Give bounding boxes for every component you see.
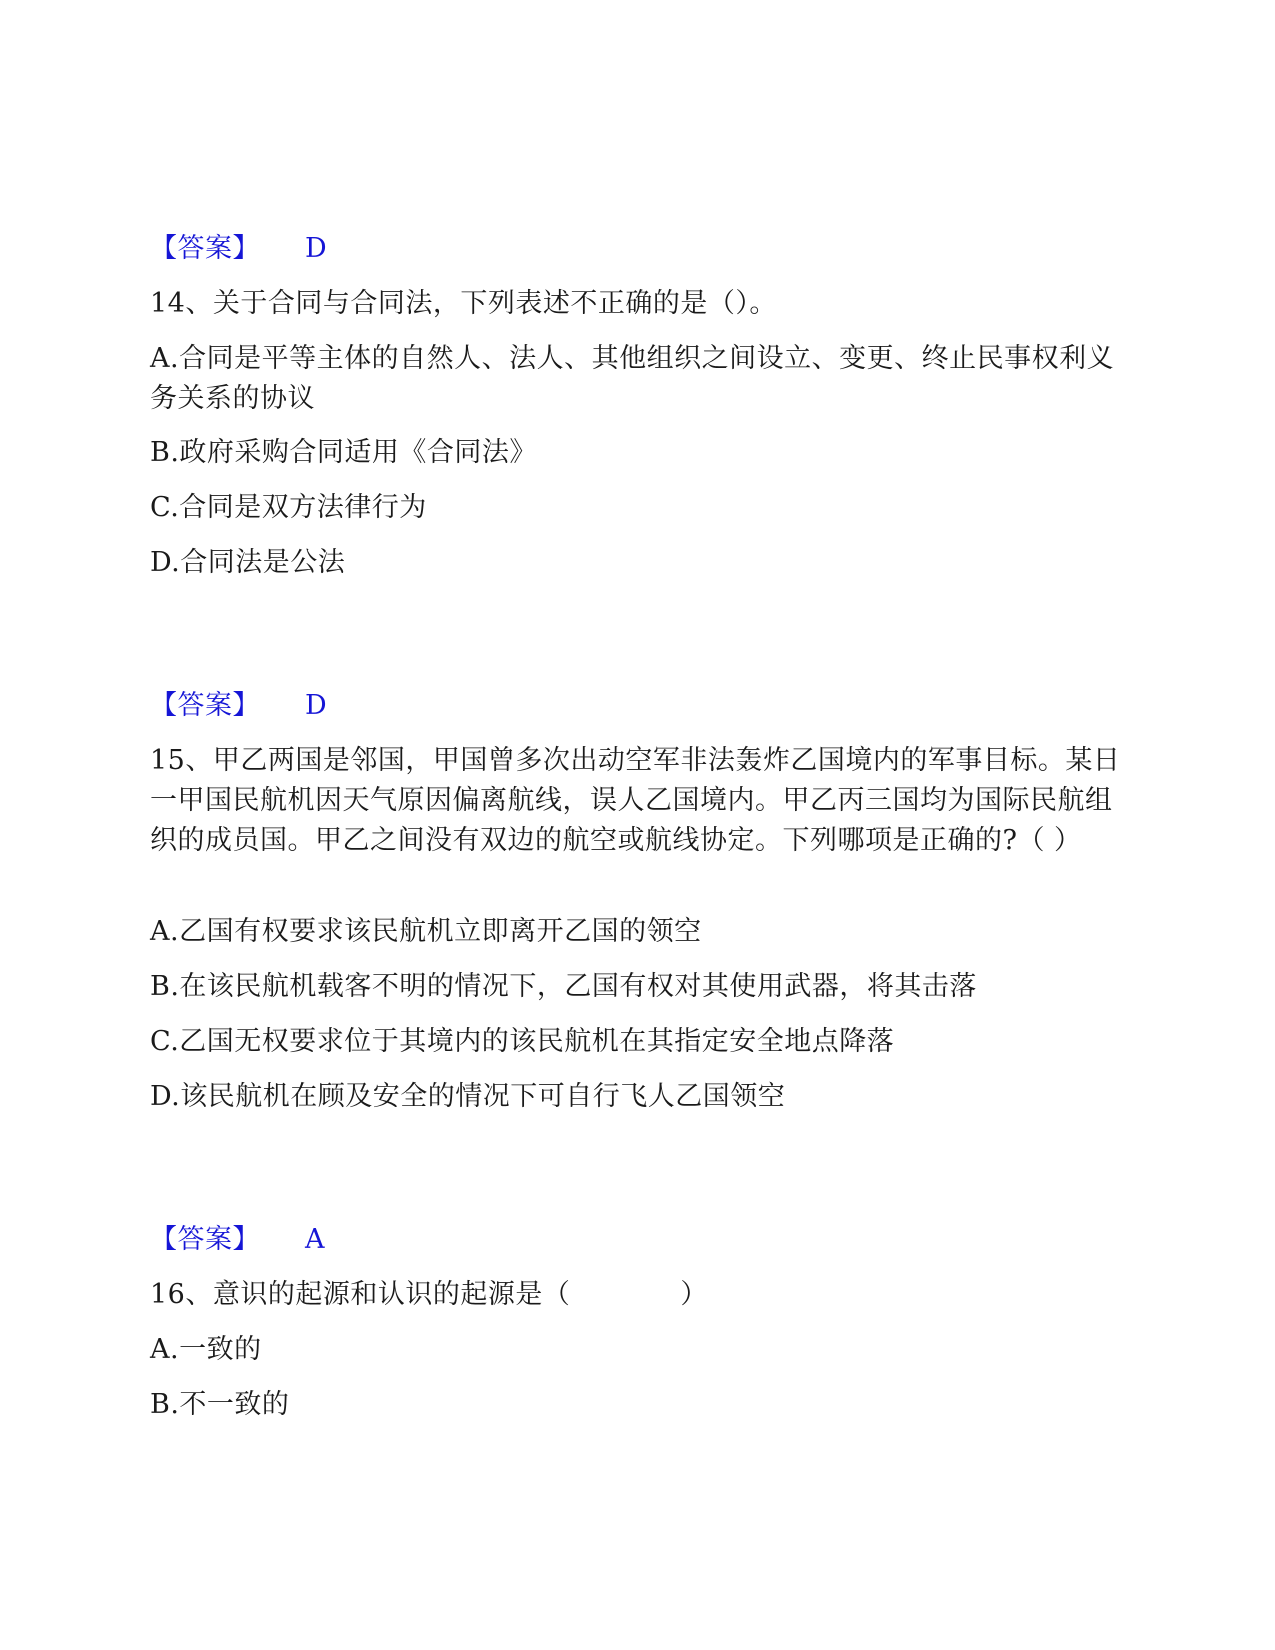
question-15-option-b: B.在该民航机载客不明的情况下，乙国有权对其使用武器，将其击落 [150, 971, 977, 1002]
answer-line-13 [150, 229, 327, 269]
answer-value: A [305, 1224, 325, 1255]
question-14-option-d: D.合同法是公法 [150, 547, 346, 578]
question-16: 16、意识的起源和认识的起源是（ ） [150, 1279, 708, 1310]
question-14-option-b: B.政府采购合同适用《合同法》 [150, 437, 537, 468]
answer-line-15 [150, 1220, 325, 1260]
answer-line-14 [150, 686, 327, 726]
question-15-option-a: A.乙国有权要求该民航机立即离开乙国的领空 [150, 916, 702, 947]
question-14: 14、关于合同与合同法，下列表述不正确的是（）。 [150, 288, 777, 319]
answer-label: 【答案】 [150, 690, 260, 721]
question-15-option-d: D.该民航机在顾及安全的情况下可自行飞人乙国领空 [150, 1081, 786, 1112]
answer-value: D [305, 233, 328, 264]
question-14-option-a: A.合同是平等主体的自然人、法人、其他组织之间设立、变更、终止民事权利义务关系的协议 [150, 343, 1115, 414]
answer-value: D [305, 690, 328, 721]
question-16-option-b: B.不一致的 [150, 1389, 290, 1420]
answer-label: 【答案】 [150, 1224, 260, 1255]
question-16-option-a: A.一致的 [150, 1334, 262, 1365]
question-15-option-c: C.乙国无权要求位于其境内的该民航机在其指定安全地点降落 [150, 1026, 895, 1057]
question-14-option-c: C.合同是双方法律行为 [150, 492, 427, 523]
question-15: 15、甲乙两国是邻国，甲国曾多次出动空军非法轰炸乙国境内的军事目标。某日一甲国民航机因天气原因偏离航线，误人乙国境内。甲乙丙三国均为国际民航组织的成员国。甲乙之间没有双边的航空或航线协定。下列哪项是正确的?（ ） [150, 745, 1121, 856]
answer-label: 【答案】 [150, 233, 260, 264]
